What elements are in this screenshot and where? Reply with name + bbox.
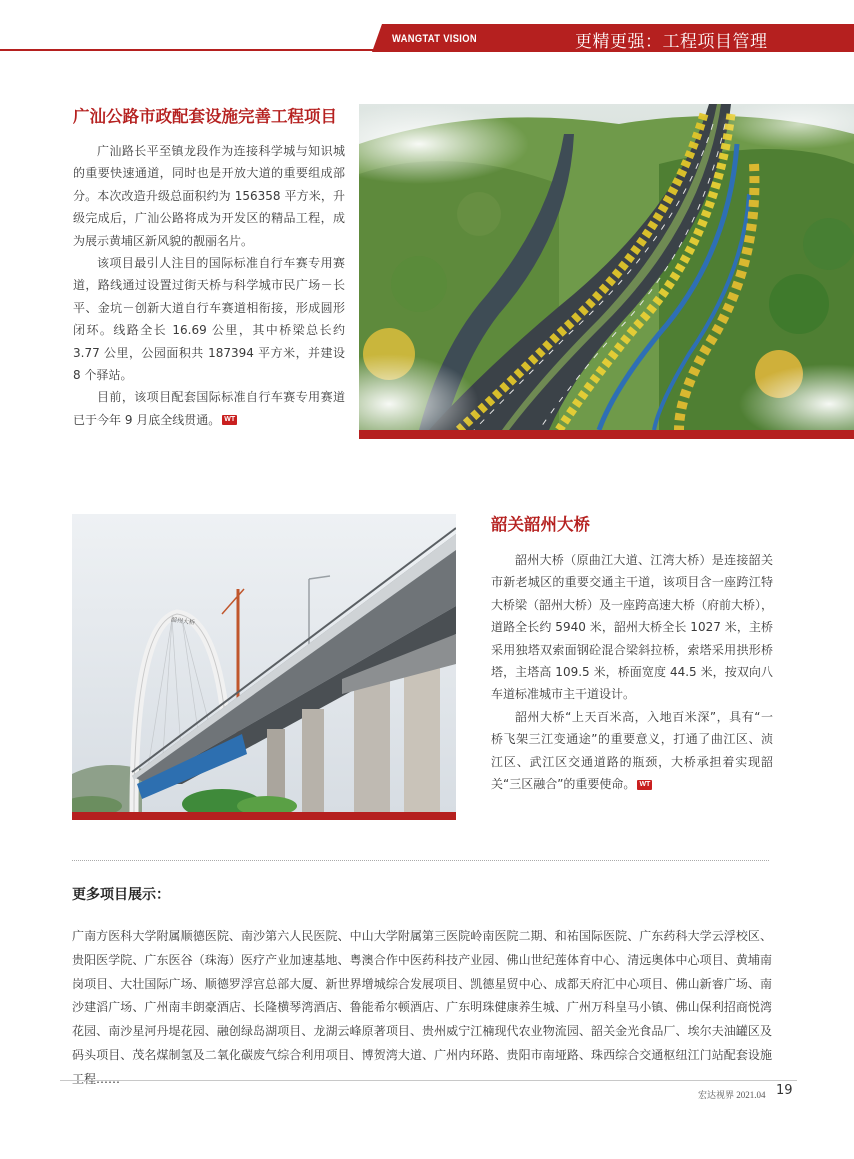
wt-end-mark: WT xyxy=(224,416,236,424)
image2-underline xyxy=(72,812,456,820)
header-rule xyxy=(0,49,384,51)
header-title: 更精更强：工程项目管理 xyxy=(575,32,768,52)
more-projects-list: 广南方医科大学附属顺德医院、南沙第六人民医院、中山大学附属第三医院岭南医院二期、和祐国际医院、广东药科大学云浮校区、贵阳医学院、广东医谷（珠海）医疗产业加速基地、粤澳合作中医药科技产业园、佛山世纪莲体育中心、清远奥体中心项目、黄埔南岗项目、大壮国际广场、顺德罗浮宫总部大厦、新世界增城综合发展项目、凯德星贸中心、成都天府汇中心项目、佛山新睿广场、南沙建滔广场、广州南丰朗豪酒店、长隆横琴湾酒店、鲁能希尔顿酒店、广东明珠健康养生城、广州万科皇马小镇、佛山保利招商悦湾花园、南沙星河丹堤花园、融创绿岛湖项目、龙湖云峰原著项目、贵州威宁江楠现代农业物流园、韶关金光食品厂、埃尔夫油罐区及码头项目、茂名煤制氢及二氧化碳废气综合利用项目、博贺湾大道、广州内环路、贵阳市南垭路、珠西综合交通枢纽江门站配套设施工程…… xyxy=(72,929,772,1086)
bridge-photo xyxy=(72,514,456,812)
section1-paragraph-2: 该项目最引人注目的国际标准自行车赛专用赛道，路线通过设置过街天桥与科学城市民广场－长平、金坑－创新大道自行车赛道相衔接，形成圆形闭环。线路全长 16.69 公里，其中桥梁总长约 3.77 公里，公园面积共 187394 平方米，并建设 8 个驿站。 xyxy=(73,256,345,383)
header-tag: WANGTAT VISION xyxy=(392,33,477,45)
section2-body xyxy=(491,549,773,795)
bridge-sign: 韶州大桥 xyxy=(170,616,196,627)
section1-body xyxy=(73,140,345,431)
section2-paragraph-2-text: 韶州大桥“上天百米高，入地百米深”，具有“一桥飞架三江变通途”的重要意义，打通了曲江区、浈江区、武江区交通道路的瓶颈，大桥承担着实现韶关“三区融合”的重要使命。 xyxy=(491,709,773,792)
section1-paragraph-3 xyxy=(73,386,345,431)
highway-aerial-photo xyxy=(359,104,854,430)
footer-rule xyxy=(60,1080,797,1081)
more-projects-title: 更多项目展示： xyxy=(72,887,170,903)
section2-paragraph-2 xyxy=(491,706,773,796)
wt-end-mark: WT xyxy=(639,780,651,788)
footer-magazine-issue: 宏达视界 2021.04 xyxy=(698,1090,766,1100)
page-number: 19 xyxy=(776,1083,793,1098)
section-divider xyxy=(72,860,769,861)
section1-paragraph-3-text: 目前，该项目配套国际标准自行车赛专用赛道已于今年 9 月底全线贯通。 xyxy=(73,390,345,427)
section2-paragraph-1: 韶州大桥（原曲江大道、江湾大桥）是连接韶关市新老城区的重要交通主干道，该项目含一座跨江特大桥梁（韶州大桥）及一座跨高速大桥（府前大桥），道路全长约 5940 米，韶州大桥全长 1027 米，主桥采用独塔双索面钢砼混合梁斜拉桥，索塔采用拱形桥塔，主塔高 109.5 米，桥面宽度 44.5 米，按双向八车道标准城市主干道设计。 xyxy=(491,553,774,702)
section1-title: 广汕公路市政配套设施完善工程项目 xyxy=(73,107,337,126)
section2-title: 韶关韶州大桥 xyxy=(491,515,590,534)
image1-underline xyxy=(359,430,854,439)
section1-paragraph-1: 广汕路长平至镇龙段作为连接科学城与知识城的重要快速通道，同时也是开放大道的重要组成部分。本次改造升级总面积约为 156358 平方米，升级完成后，广汕公路将成为开发区的精品工程，成为展示黄埔区新风貌的靓丽名片。 xyxy=(73,144,345,248)
